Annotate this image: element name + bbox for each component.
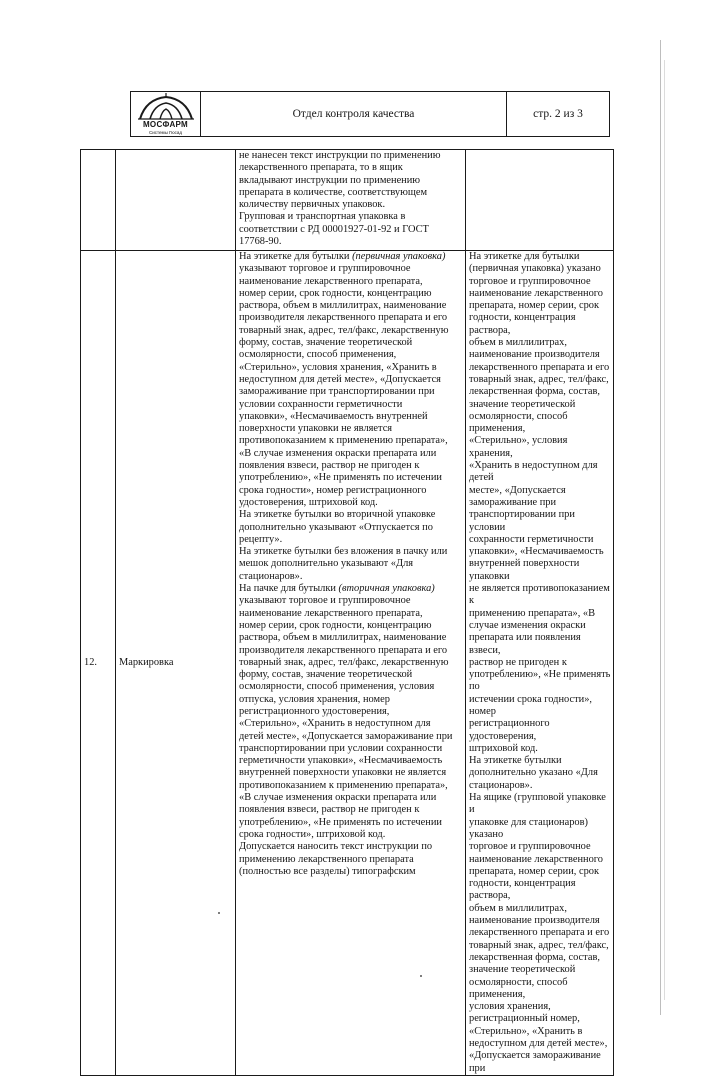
text-line: наименование лекарственного препарата, — [239, 607, 423, 619]
text-line: На этикетке бутылки — [469, 755, 562, 767]
text-line: замораживание при — [469, 496, 557, 508]
text-line: употреблению», «Не применять по истечении — [239, 472, 442, 484]
text-line: товарный знак, адрес, тел/факс, лекарственную — [239, 656, 449, 668]
italic-fragment: (первичная упаковка) — [352, 251, 446, 262]
text-line: замораживание при транспортировании при — [239, 386, 435, 398]
text-line: годности, концентрация раствора, — [469, 312, 576, 336]
text-line: «Стерильно», «Хранить в недоступном для — [239, 718, 431, 730]
requirement-text — [239, 150, 463, 248]
text-line: условия хранения, — [469, 1001, 551, 1013]
text-line: количеству первичных упаковок. — [239, 199, 386, 211]
text-line: На ящике (групповой упаковке и — [469, 792, 606, 816]
text-line: раствор не пригоден к — [469, 656, 567, 668]
cell-result — [466, 150, 614, 251]
text-line: вкладывают инструкции по применению — [239, 174, 421, 186]
text-line: употреблению», «Не применять по истечении — [239, 816, 442, 828]
text-line: торговое и группировочное — [469, 275, 591, 287]
document-header — [130, 91, 610, 137]
text-line: стационаров». — [239, 570, 303, 582]
text-line: появления взвеси, раствор не пригоден к — [239, 460, 420, 472]
text-line: герметичности упаковки», «Несмачиваемость — [239, 755, 443, 767]
text-line: товарный знак, адрес, тел/факс, лекарственную — [239, 324, 449, 336]
text-line: «Стерильно», условия хранения, «Хранить в — [239, 361, 437, 373]
page-indicator: стр. 2 из 3 — [533, 108, 583, 120]
table-row-12 — [81, 251, 614, 1076]
text-line: не нанесен текст инструкции по применению — [239, 150, 441, 161]
text-line: регистрационный номер, — [469, 1013, 580, 1025]
text-line: случае изменения окраски — [469, 619, 586, 631]
text-line: На этикетке бутылки во вторичной упаковке — [239, 509, 436, 521]
text-line: наименование лекарственного — [469, 853, 604, 865]
text-line: наименование производителя — [469, 349, 600, 361]
text-line: «В случае изменения окраски препарата или — [239, 792, 437, 804]
row-number: 12. — [81, 251, 116, 1076]
text-line: удостоверения, штриховой код. — [239, 496, 378, 508]
requirement-heading-secondary — [239, 583, 463, 595]
requirement-heading-primary — [239, 251, 463, 263]
text-line: истечении срока годности», номер — [469, 693, 592, 717]
page-edge-shadow — [660, 40, 661, 1015]
text-line: номер серии, срок годности, концентрацию — [239, 619, 432, 631]
text-line: дополнительно указывают «Отпускается по — [239, 521, 433, 533]
text-line: производителя лекарственного препарата и его — [239, 644, 448, 656]
text-fragment: На этикетке для бутылки — [239, 251, 353, 262]
text-line: упаковке для стационаров) указано — [469, 816, 588, 840]
text-line: объем в миллилитрах, — [469, 337, 567, 349]
text-line: (первичная упаковка) указано — [469, 263, 601, 275]
text-line: объем в миллилитрах, — [469, 902, 567, 914]
text-line: регистрационного удостоверения, — [469, 718, 550, 742]
text-line: осмолярности, способ применения, — [469, 976, 568, 1000]
text-line: транспортировании при условии сохранности — [239, 742, 443, 754]
text-line: «Стерильно», «Хранить в — [469, 1025, 583, 1037]
text-line: осмолярности, способ применения, условия — [239, 681, 435, 693]
text-line: отпуска, условия хранения, номер — [239, 693, 390, 705]
text-line: лекарственного препарата и его — [469, 361, 610, 373]
text-line: регистрационного удостоверения, — [239, 705, 390, 717]
text-line: применению лекарственного препарата — [239, 853, 414, 865]
text-line: «Стерильно», условия хранения, — [469, 435, 568, 459]
text-line: форму, состав, значение теоретической — [239, 669, 413, 681]
text-line: номер серии, срок годности, концентрацию — [239, 287, 432, 299]
text-line: товарный знак, адрес, тел/факс, — [469, 373, 609, 385]
text-line: раствора, объем в миллилитрах, наименование — [239, 632, 447, 644]
text-line: недоступном для детей месте», — [469, 1038, 608, 1049]
text-line: препарата, номер серии, срок — [469, 865, 600, 877]
text-line: недоступном для детей месте», «Допускается — [239, 373, 441, 385]
text-line: сохранности герметичности — [469, 533, 594, 545]
cell-requirement — [236, 150, 466, 251]
cell-requirement — [236, 251, 466, 1076]
requirement-text — [239, 263, 463, 583]
text-line: Групповая и транспортная упаковка в — [239, 211, 406, 223]
text-line: годности, концентрация раствора, — [469, 878, 576, 902]
text-line: значение теоретической — [469, 398, 576, 410]
text-line: применению препарата», «В — [469, 607, 596, 619]
text-line: «Допускается замораживание при — [469, 1050, 601, 1074]
text-line: препарата в количестве, соответствующем — [239, 186, 428, 198]
text-line: употреблению», «Не применять по — [469, 669, 611, 693]
logo-tagline: Системы Гюсад — [148, 130, 183, 135]
cell-result — [466, 251, 614, 1076]
text-line: дополнительно указано «Для — [469, 767, 598, 779]
company-logo — [131, 92, 201, 136]
text-line: мешок дополнительно указывают «Для — [239, 558, 414, 570]
text-line: упаковки», «Несмачиваемость внутренней — [239, 410, 428, 422]
text-line: препарата, номер серии, срок — [469, 300, 600, 312]
text-line: внутренней поверхности упаковки — [469, 558, 580, 582]
text-line: упаковки», «Несмачиваемость — [469, 546, 604, 558]
text-line: наименование производителя — [469, 915, 600, 927]
text-line: срока годности», штриховой код. — [239, 828, 386, 840]
text-line: стационаров». — [469, 779, 533, 791]
cell-name — [116, 150, 236, 251]
text-line: лекарственного препарата и его — [469, 927, 610, 939]
text-line: месте», «Допускается — [469, 484, 566, 496]
text-fragment: На пачке для бутылки — [239, 583, 339, 595]
text-line: транспортировании при условии — [469, 509, 575, 533]
text-line: детей месте», «Допускается замораживание при — [239, 730, 453, 742]
text-line: противопоказанием к применению препарата», — [239, 435, 448, 447]
text-line: лекарственная форма, состав, — [469, 386, 600, 398]
table-row-continuation — [81, 150, 614, 251]
text-line: появления взвеси, раствор не пригоден к — [239, 804, 420, 816]
text-line: препарата или появления взвеси, — [469, 632, 581, 656]
text-line: производителя лекарственного препарата и его — [239, 312, 448, 324]
logo-brand-text: МОСФАРМ — [142, 120, 189, 129]
text-line: указывают торговое и группировочное — [239, 263, 411, 275]
cell-number — [81, 150, 116, 251]
text-line: (полностью все разделы) типографским — [239, 865, 416, 877]
text-line: штриховой код. — [469, 742, 538, 754]
text-line: не является противопоказанием к — [469, 583, 610, 607]
text-line: «Хранить в недоступном для детей — [469, 460, 598, 484]
specification-table — [80, 149, 614, 1076]
text-line: На этикетке бутылки без вложения в пачку или — [239, 546, 448, 558]
text-line: внутренней поверхности упаковки не является — [239, 767, 447, 779]
text-line: лекарственная форма, состав, — [469, 951, 600, 963]
italic-fragment: (вторичная упаковка) — [338, 583, 435, 595]
text-line: На этикетке для бутылки — [469, 251, 580, 262]
text-line: 17768-90. — [239, 236, 282, 248]
text-line: форму, состав, значение теоретической — [239, 337, 413, 349]
text-line: поверхности упаковки не является — [239, 423, 393, 435]
text-line: товарный знак, адрес, тел/факс, — [469, 939, 609, 951]
text-line: значение теоретической — [469, 964, 576, 976]
text-line: наименование лекарственного препарата, — [239, 275, 423, 287]
requirement-text — [239, 595, 463, 878]
text-line: указывают торговое и группировочное — [239, 595, 411, 607]
page-edge-shadow-secondary — [664, 60, 665, 1000]
text-line: лекарственного препарата, то в ящик — [239, 162, 403, 174]
text-line: Допускается наносить текст инструкции по — [239, 841, 433, 853]
text-line: торговое и группировочное — [469, 841, 591, 853]
text-line: рецепту». — [239, 533, 283, 545]
text-line: «В случае изменения окраски препарата или — [239, 447, 437, 459]
text-line: осмолярности, способ применения, — [239, 349, 397, 361]
text-line: противопоказанием к применению препарата», — [239, 779, 448, 791]
department-title: Отдел контроля качества — [201, 92, 507, 136]
text-line: раствора, объем в миллилитрах, наименование — [239, 300, 447, 312]
row-title: Маркировка — [116, 251, 236, 1076]
result-text — [469, 251, 611, 1075]
text-line: срока годности», номер регистрационного — [239, 484, 427, 496]
text-line: условии сохранности герметичности — [239, 398, 403, 410]
dome-logo-icon — [136, 93, 196, 123]
text-line: соответствии с РД 00001927-01-92 и ГОСТ — [239, 223, 429, 235]
text-line: наименование лекарственного — [469, 287, 604, 299]
text-line: осмолярности, способ применения, — [469, 410, 568, 435]
